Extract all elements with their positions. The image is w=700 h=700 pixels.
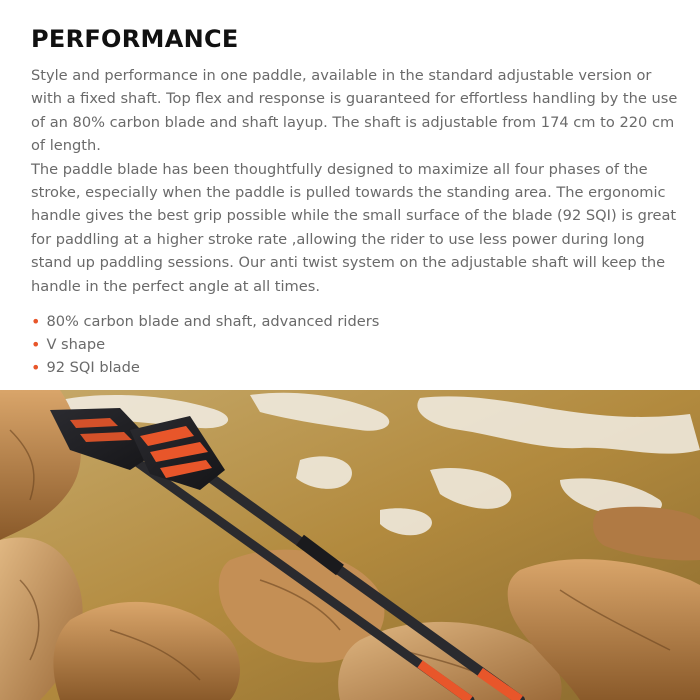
feature-item — [31, 356, 681, 379]
bullet-icon: • — [31, 357, 41, 377]
paddles-on-rocks-image — [0, 390, 700, 700]
feature-text: V shape — [46, 336, 106, 354]
bullet-icon: • — [31, 334, 41, 354]
feature-text: 92 SQI blade — [46, 359, 140, 377]
section-heading: PERFORMANCE — [31, 25, 239, 53]
feature-text: 80% carbon blade and shaft, advanced riders — [46, 313, 380, 331]
product-photo — [0, 390, 700, 700]
bullet-icon: • — [31, 311, 41, 331]
feature-item — [31, 310, 681, 333]
feature-item — [31, 333, 681, 356]
description-text — [31, 64, 681, 298]
product-description — [31, 24, 681, 379]
description-paragraph-1: Style and performance in one paddle, available in the standard adjustable version or with a fixed shaft. Top flex and response is guaranteed for effortless handling by the use of an 80% carbon blade and shaft layup. The shaft is adjustable from 174 cm to 220 cm of length. — [31, 67, 678, 155]
feature-list — [31, 310, 681, 379]
description-paragraph-2: The paddle blade has been thoughtfully designed to maximize all four phases of the stroke, especially when the paddle is pulled towards the standing area. The ergonomic handle gives the best grip possible while the small surface of the blade (92 SQI) is great for paddling at a higher stroke rate ,allowing the rider to use less power during long stand up paddling sessions. Our anti twist system on the adjustable shaft will keep the handle in the perfect angle at all times. — [31, 160, 677, 295]
